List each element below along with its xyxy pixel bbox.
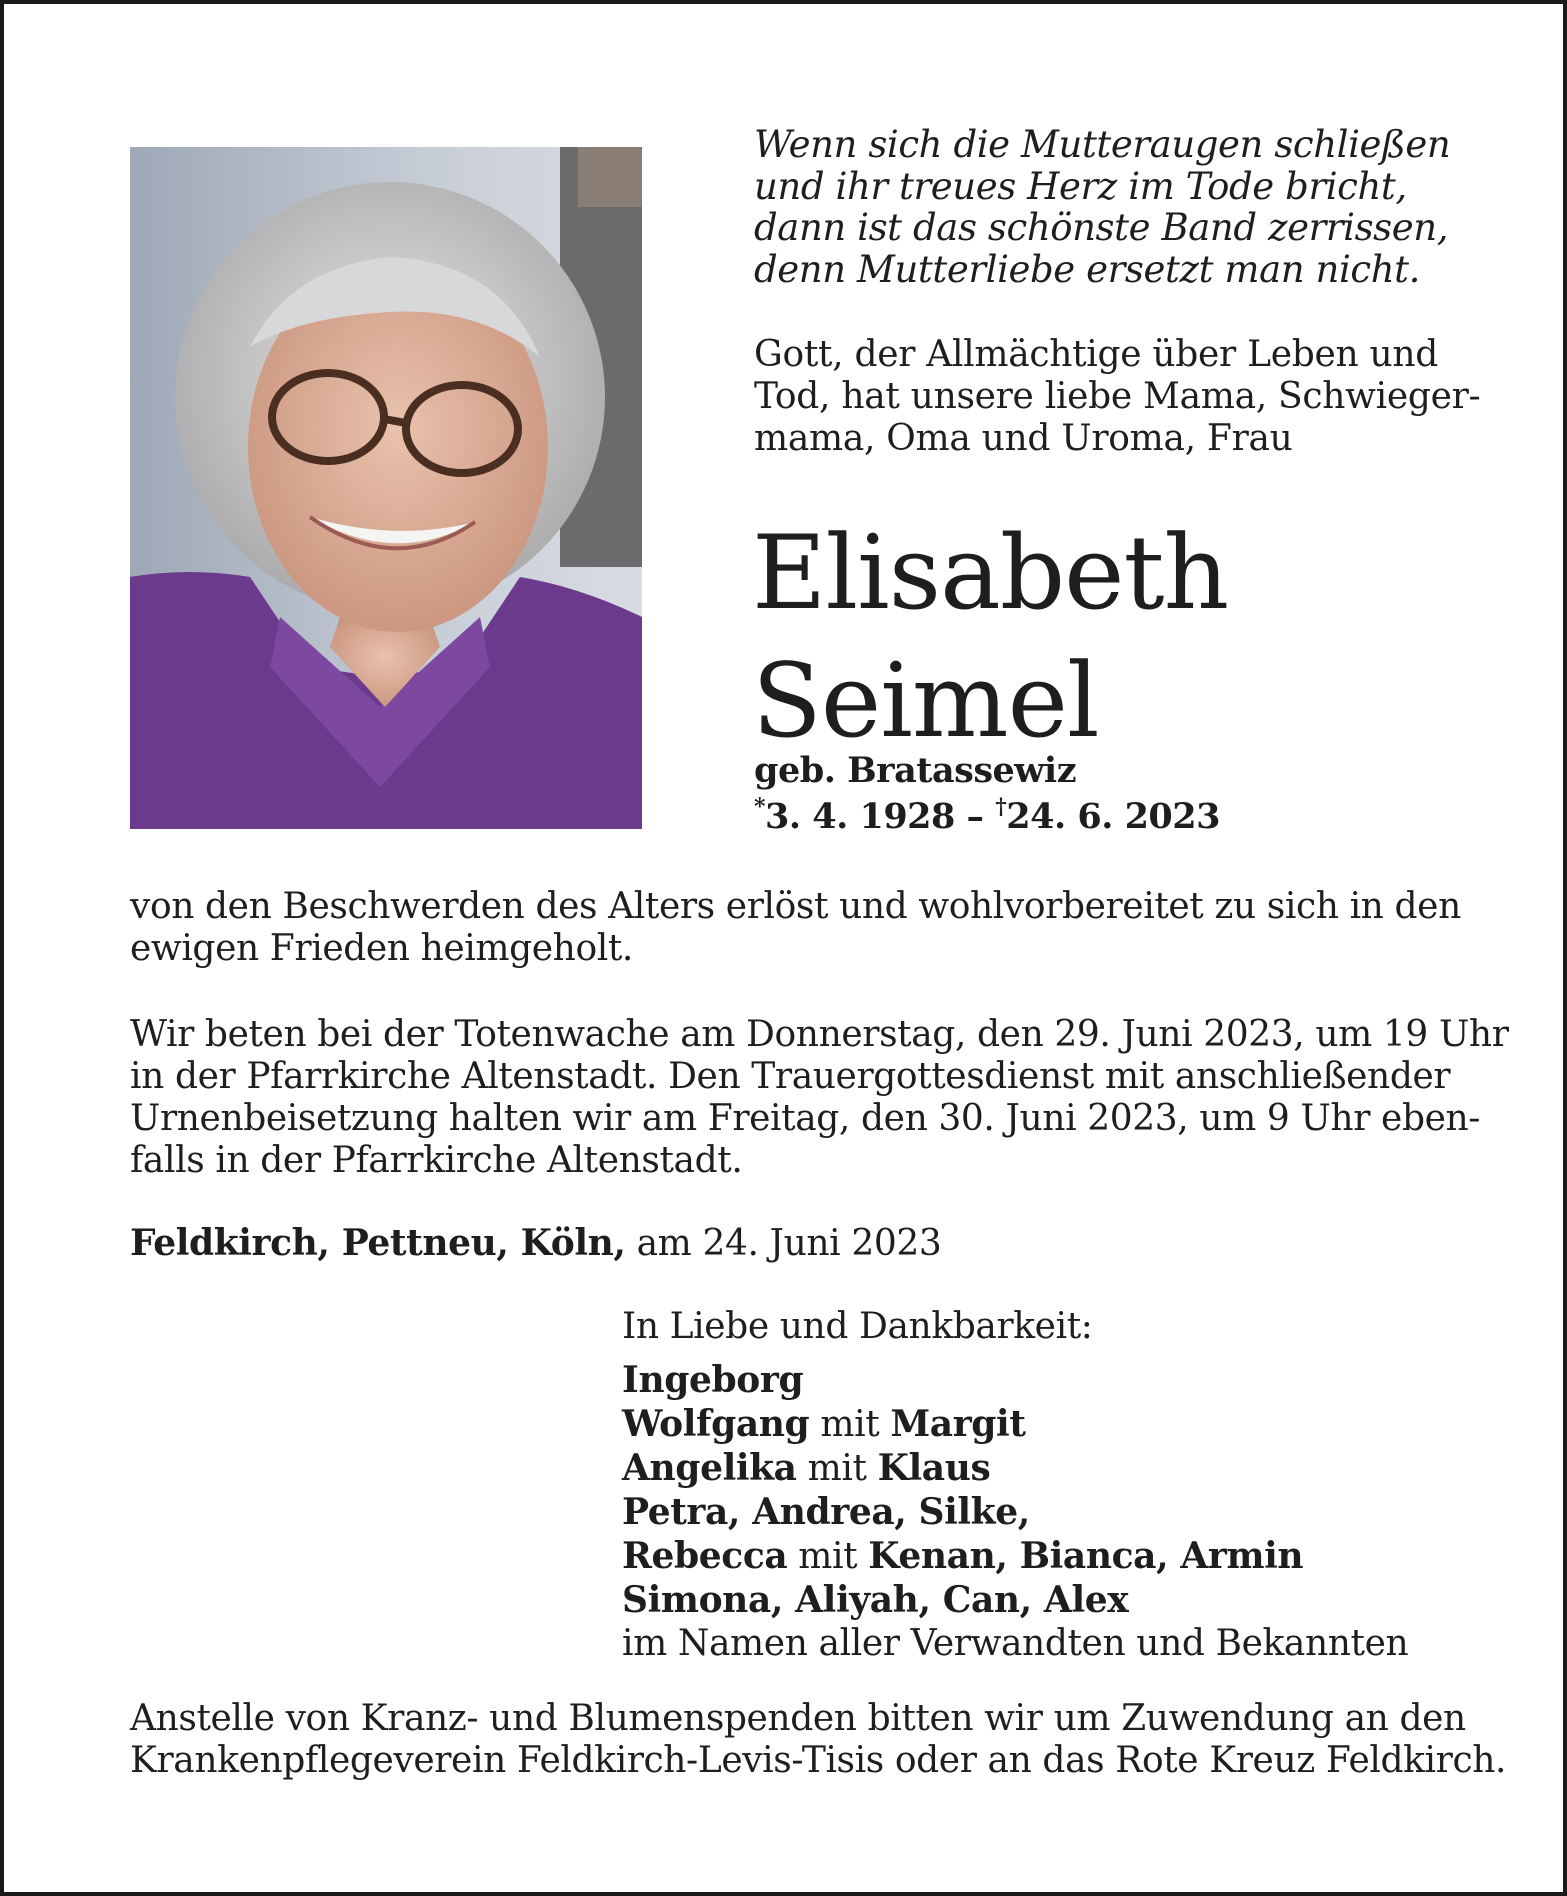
name-ingeborg: Ingeborg	[622, 1359, 804, 1401]
names-urenkel: Simona, Aliyah, Can, Alex	[622, 1579, 1129, 1621]
family-names	[622, 1446, 990, 1491]
intro-line: mama, Oma und Uroma, Frau	[754, 418, 1293, 459]
life-dates	[754, 796, 1220, 838]
family-names	[622, 1578, 1128, 1623]
announcement-intro	[754, 334, 1481, 460]
portrait-photo	[130, 147, 642, 829]
deceased-name	[752, 510, 1228, 766]
poem-line: und ihr treues Herz im Tode bricht,	[754, 164, 1407, 208]
names-enkel-1: Petra, Andrea, Silke,	[622, 1491, 1030, 1533]
family-names	[622, 1402, 1026, 1447]
paragraph-services	[130, 1014, 1509, 1182]
name-angelika: Angelika	[622, 1447, 797, 1489]
death-mark: †	[995, 794, 1007, 820]
death-date: 24. 6. 2023	[1006, 796, 1220, 837]
footer-line: Anstelle von Kranz- und Blumenspenden bitten wir um Zuwendung an den	[130, 1698, 1466, 1739]
place-and-date	[130, 1222, 941, 1265]
portrait-image	[130, 147, 642, 829]
first-name: Elisabeth	[752, 514, 1229, 633]
paragraph-line: Wir beten bei der Totenwache am Donnerstag, den 29. Juni 2023, um 19 Uhr	[130, 1014, 1509, 1055]
family-names	[622, 1534, 1303, 1579]
last-name: Seimel	[752, 642, 1099, 761]
poem-line: denn Mutterliebe ersetzt man nicht.	[754, 247, 1420, 291]
name-rebecca: Rebecca	[622, 1535, 788, 1577]
poem-line: Wenn sich die Mutteraugen schließen	[754, 123, 1451, 166]
paragraph-line: ewigen Frieden heimgeholt.	[130, 928, 633, 969]
paragraph-line: in der Pfarrkirche Altenstadt. Den Trauergottesdienst mit anschließender	[130, 1056, 1451, 1097]
paragraph-line: Urnenbeisetzung halten wir am Freitag, den 30. Juni 2023, um 9 Uhr eben-	[130, 1098, 1481, 1139]
family-names	[622, 1358, 803, 1403]
names-enkel-2: Kenan, Bianca, Armin	[868, 1535, 1304, 1577]
poem-line: dann ist das schönste Band zerrissen,	[754, 206, 1449, 249]
footer-line: Krankenpflegeverein Feldkirch-Levis-Tisis oder an das Rote Kreuz Feldkirch.	[130, 1740, 1507, 1781]
mit-text: mit	[787, 1536, 869, 1577]
paragraph-heimgeholt	[130, 886, 1461, 970]
name-margit: Margit	[890, 1403, 1026, 1445]
birth-date: 3. 4. 1928	[765, 796, 955, 837]
maiden-name: geb. Bratassewiz	[754, 750, 1077, 791]
notice-date: am 24. Juni 2023	[625, 1223, 942, 1264]
birth-mark: *	[754, 794, 766, 820]
mit-text: mit	[809, 1404, 891, 1445]
name-wolfgang: Wolfgang	[622, 1403, 810, 1445]
thanks-line: In Liebe und Dankbarkeit:	[622, 1306, 1093, 1347]
name-klaus: Klaus	[877, 1447, 991, 1489]
donation-note	[130, 1698, 1507, 1782]
memorial-poem	[754, 124, 1454, 290]
closing-line: im Namen aller Verwandten und Bekannten	[622, 1623, 1409, 1664]
mit-text: mit	[796, 1448, 878, 1489]
intro-line: Gott, der Allmächtige über Leben und	[754, 334, 1438, 375]
date-dash: –	[954, 796, 996, 837]
paragraph-line: von den Beschwerden des Alters erlöst und wohlvorbereitet zu sich in den	[130, 886, 1461, 927]
intro-line: Tod, hat unsere liebe Mama, Schwieger-	[754, 376, 1481, 417]
family-names	[622, 1490, 1030, 1535]
paragraph-line: falls in der Pfarrkirche Altenstadt.	[130, 1140, 743, 1181]
locations: Feldkirch, Pettneu, Köln,	[130, 1222, 626, 1264]
